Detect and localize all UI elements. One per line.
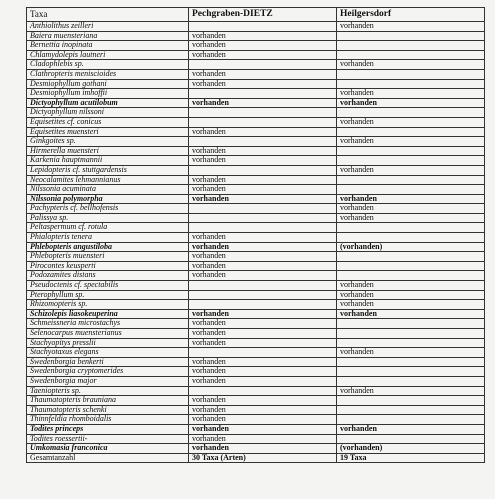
pechgraben-cell	[189, 281, 337, 291]
taxa-table	[26, 7, 485, 463]
table-row	[27, 290, 485, 300]
table-row	[27, 329, 485, 339]
heilgersdorf-cell: vorhanden	[337, 165, 485, 175]
table-row	[27, 50, 485, 60]
taxon-cell: Equisetites cf. conicus	[27, 117, 189, 127]
table-row	[27, 444, 485, 454]
pechgraben-cell	[189, 213, 337, 223]
taxon-cell: Phlebopteris muensteri	[27, 252, 189, 262]
heilgersdorf-cell	[337, 261, 485, 271]
pechgraben-cell	[189, 348, 337, 358]
total-heilgersdorf: 19 Taxa	[337, 453, 485, 463]
heilgersdorf-cell	[337, 31, 485, 41]
table-row	[27, 415, 485, 425]
heilgersdorf-cell: vorhanden	[337, 309, 485, 319]
taxon-cell: Stachyopitys presslii	[27, 338, 189, 348]
table-row	[27, 376, 485, 386]
taxon-cell: Karkenia hauptmannii	[27, 156, 189, 166]
taxon-cell: Dictyophyllum acutilobum	[27, 98, 189, 108]
heilgersdorf-cell	[337, 271, 485, 281]
heilgersdorf-cell	[337, 434, 485, 444]
table-row	[27, 223, 485, 233]
taxon-cell: Thinnfeldia rhomboidalis	[27, 415, 189, 425]
pechgraben-cell	[189, 204, 337, 214]
pechgraben-cell	[189, 165, 337, 175]
table-row	[27, 396, 485, 406]
heilgersdorf-cell: vorhanden	[337, 194, 485, 204]
taxon-cell: Palissya sp.	[27, 213, 189, 223]
taxon-cell: Phialopteris tenera	[27, 233, 189, 243]
heilgersdorf-cell: vorhanden	[337, 424, 485, 434]
pechgraben-cell	[189, 290, 337, 300]
table-row	[27, 233, 485, 243]
heilgersdorf-cell	[337, 367, 485, 377]
pechgraben-cell: vorhanden	[189, 444, 337, 454]
taxon-cell: Schizolepis liasokeuperina	[27, 309, 189, 319]
taxon-cell: Phlebopteris angustiloba	[27, 242, 189, 252]
pechgraben-cell: vorhanden	[189, 50, 337, 60]
taxon-cell: Rhizomopteris sp.	[27, 300, 189, 310]
heilgersdorf-cell: vorhanden	[337, 204, 485, 214]
taxon-cell: Todites princeps	[27, 424, 189, 434]
pechgraben-cell: vorhanden	[189, 434, 337, 444]
taxon-cell: Baiera muensteriana	[27, 31, 189, 41]
heilgersdorf-cell	[337, 108, 485, 118]
taxon-cell: Cladophlebis sp.	[27, 60, 189, 70]
taxon-cell: Schmeissneria microstachys	[27, 319, 189, 329]
taxon-cell: Desmiophyllum gothani	[27, 79, 189, 89]
table-row	[27, 69, 485, 79]
taxon-cell: Nilssonia polymorpha	[27, 194, 189, 204]
table-row	[27, 22, 485, 32]
taxon-cell: Peltaspermum cf. rotula	[27, 223, 189, 233]
heilgersdorf-cell: vorhanden	[337, 22, 485, 32]
taxon-cell: Taeniopteris sp.	[27, 386, 189, 396]
heilgersdorf-cell	[337, 329, 485, 339]
taxon-cell: Hirmerella muensteri	[27, 146, 189, 156]
pechgraben-cell: vorhanden	[189, 376, 337, 386]
taxon-cell: Pachypteris cf. bellhofensis	[27, 204, 189, 214]
header-taxa: Taxa	[27, 8, 189, 22]
pechgraben-cell	[189, 300, 337, 310]
heilgersdorf-cell	[337, 415, 485, 425]
pechgraben-cell	[189, 22, 337, 32]
taxon-cell: Desmiophyllum imhoffii	[27, 89, 189, 99]
pechgraben-cell: vorhanden	[189, 233, 337, 243]
pechgraben-cell: vorhanden	[189, 127, 337, 137]
taxon-cell: Podozamites distans	[27, 271, 189, 281]
pechgraben-cell: vorhanden	[189, 338, 337, 348]
table-row	[27, 156, 485, 166]
pechgraben-cell	[189, 60, 337, 70]
taxon-cell: Swedenborgia cryptomerides	[27, 367, 189, 377]
pechgraben-cell: vorhanden	[189, 98, 337, 108]
heilgersdorf-cell	[337, 127, 485, 137]
table-row	[27, 242, 485, 252]
total-row	[27, 453, 485, 463]
table-row	[27, 424, 485, 434]
taxon-cell: Swedenborgia major	[27, 376, 189, 386]
taxon-cell: Clathropteris meniscioides	[27, 69, 189, 79]
heilgersdorf-cell: vorhanden	[337, 89, 485, 99]
heilgersdorf-cell	[337, 319, 485, 329]
table-row	[27, 348, 485, 358]
pechgraben-cell: vorhanden	[189, 329, 337, 339]
pechgraben-cell: vorhanden	[189, 242, 337, 252]
taxon-cell: Pterophyllum sp.	[27, 290, 189, 300]
taxon-cell: Thaumatopteris schenki	[27, 405, 189, 415]
heilgersdorf-cell	[337, 156, 485, 166]
table-row	[27, 89, 485, 99]
table-row	[27, 300, 485, 310]
table-row	[27, 98, 485, 108]
pechgraben-cell: vorhanden	[189, 175, 337, 185]
table-row	[27, 41, 485, 51]
heilgersdorf-cell	[337, 185, 485, 195]
heilgersdorf-cell: vorhanden	[337, 281, 485, 291]
heilgersdorf-cell: vorhanden	[337, 117, 485, 127]
table-row	[27, 137, 485, 147]
pechgraben-cell: vorhanden	[189, 424, 337, 434]
heilgersdorf-cell: vorhanden	[337, 300, 485, 310]
taxon-cell: Chlamydolepis lautneri	[27, 50, 189, 60]
heilgersdorf-cell	[337, 338, 485, 348]
table-row	[27, 165, 485, 175]
heilgersdorf-cell: vorhanden	[337, 290, 485, 300]
taxon-cell: Selenocarpus muensterianus	[27, 329, 189, 339]
pechgraben-cell: vorhanden	[189, 79, 337, 89]
table-row	[27, 146, 485, 156]
heilgersdorf-cell: (vorhanden)	[337, 444, 485, 454]
pechgraben-cell: vorhanden	[189, 31, 337, 41]
pechgraben-cell: vorhanden	[189, 185, 337, 195]
table-row	[27, 434, 485, 444]
table-row	[27, 60, 485, 70]
pechgraben-cell: vorhanden	[189, 271, 337, 281]
pechgraben-cell: vorhanden	[189, 405, 337, 415]
heilgersdorf-cell	[337, 41, 485, 51]
table-row	[27, 261, 485, 271]
pechgraben-cell: vorhanden	[189, 319, 337, 329]
pechgraben-cell: vorhanden	[189, 396, 337, 406]
taxon-cell: Nilssonia acuminata	[27, 185, 189, 195]
taxon-cell: Todites roessertii-	[27, 434, 189, 444]
heilgersdorf-cell: vorhanden	[337, 60, 485, 70]
header-pechgraben: Pechgraben-DIETZ	[189, 8, 337, 22]
heilgersdorf-cell: vorhanden	[337, 386, 485, 396]
pechgraben-cell: vorhanden	[189, 69, 337, 79]
taxon-cell: Umkomasia franconica	[27, 444, 189, 454]
heilgersdorf-cell: vorhanden	[337, 213, 485, 223]
pechgraben-cell: vorhanden	[189, 156, 337, 166]
total-pechgraben: 30 Taxa (Arten)	[189, 453, 337, 463]
taxon-cell: Dictyophyllum nilssoni	[27, 108, 189, 118]
table-row	[27, 204, 485, 214]
pechgraben-cell: vorhanden	[189, 41, 337, 51]
table-row	[27, 405, 485, 415]
taxon-cell: Equisetites muensteri	[27, 127, 189, 137]
table-row	[27, 271, 485, 281]
pechgraben-cell	[189, 117, 337, 127]
table-row	[27, 31, 485, 41]
header-heilgersdorf: Heilgersdorf	[337, 8, 485, 22]
heilgersdorf-cell	[337, 50, 485, 60]
table-row	[27, 108, 485, 118]
pechgraben-cell	[189, 223, 337, 233]
table-row	[27, 319, 485, 329]
heilgersdorf-cell	[337, 233, 485, 243]
heilgersdorf-cell	[337, 79, 485, 89]
taxon-cell: Thaumatopteris brauniana	[27, 396, 189, 406]
pechgraben-cell: vorhanden	[189, 146, 337, 156]
table-row	[27, 213, 485, 223]
taxon-cell: Lepidopteris cf. stuttgardensis	[27, 165, 189, 175]
pechgraben-cell	[189, 137, 337, 147]
heilgersdorf-cell: vorhanden	[337, 137, 485, 147]
heilgersdorf-cell	[337, 376, 485, 386]
taxon-cell: Bernettia inopinata	[27, 41, 189, 51]
table-row	[27, 252, 485, 262]
table-row	[27, 127, 485, 137]
taxon-cell: Stachyotaxus elegans	[27, 348, 189, 358]
pechgraben-cell: vorhanden	[189, 194, 337, 204]
table-row	[27, 309, 485, 319]
taxon-cell: Swedenborgia benkerti	[27, 357, 189, 367]
taxon-cell: Pirocontes keusperti	[27, 261, 189, 271]
table-row	[27, 367, 485, 377]
taxon-cell: Neocalamites lehmannianus	[27, 175, 189, 185]
table-row	[27, 281, 485, 291]
heilgersdorf-cell	[337, 69, 485, 79]
heilgersdorf-cell	[337, 357, 485, 367]
pechgraben-cell	[189, 89, 337, 99]
table-row	[27, 386, 485, 396]
pechgraben-cell: vorhanden	[189, 252, 337, 262]
heilgersdorf-cell: vorhanden	[337, 348, 485, 358]
taxon-cell: Pseudoctenis cf. spectabilis	[27, 281, 189, 291]
table-row	[27, 117, 485, 127]
table-row	[27, 175, 485, 185]
pechgraben-cell: vorhanden	[189, 357, 337, 367]
table-row	[27, 338, 485, 348]
total-label: Gesamtanzahl	[27, 453, 189, 463]
pechgraben-cell	[189, 386, 337, 396]
table-row	[27, 185, 485, 195]
pechgraben-cell	[189, 108, 337, 118]
pechgraben-cell: vorhanden	[189, 309, 337, 319]
table-row	[27, 357, 485, 367]
pechgraben-cell: vorhanden	[189, 367, 337, 377]
heilgersdorf-cell	[337, 252, 485, 262]
heilgersdorf-cell	[337, 405, 485, 415]
heilgersdorf-cell: vorhanden	[337, 98, 485, 108]
table-row	[27, 194, 485, 204]
pechgraben-cell: vorhanden	[189, 415, 337, 425]
table-header-row	[27, 8, 485, 22]
taxon-cell: Anthiolithus zeilleri	[27, 22, 189, 32]
heilgersdorf-cell	[337, 396, 485, 406]
table-body	[27, 22, 485, 463]
table-row	[27, 79, 485, 89]
heilgersdorf-cell	[337, 223, 485, 233]
taxon-cell: Ginkgoites sp.	[27, 137, 189, 147]
pechgraben-cell: vorhanden	[189, 261, 337, 271]
heilgersdorf-cell	[337, 175, 485, 185]
heilgersdorf-cell: (vorhanden)	[337, 242, 485, 252]
heilgersdorf-cell	[337, 146, 485, 156]
